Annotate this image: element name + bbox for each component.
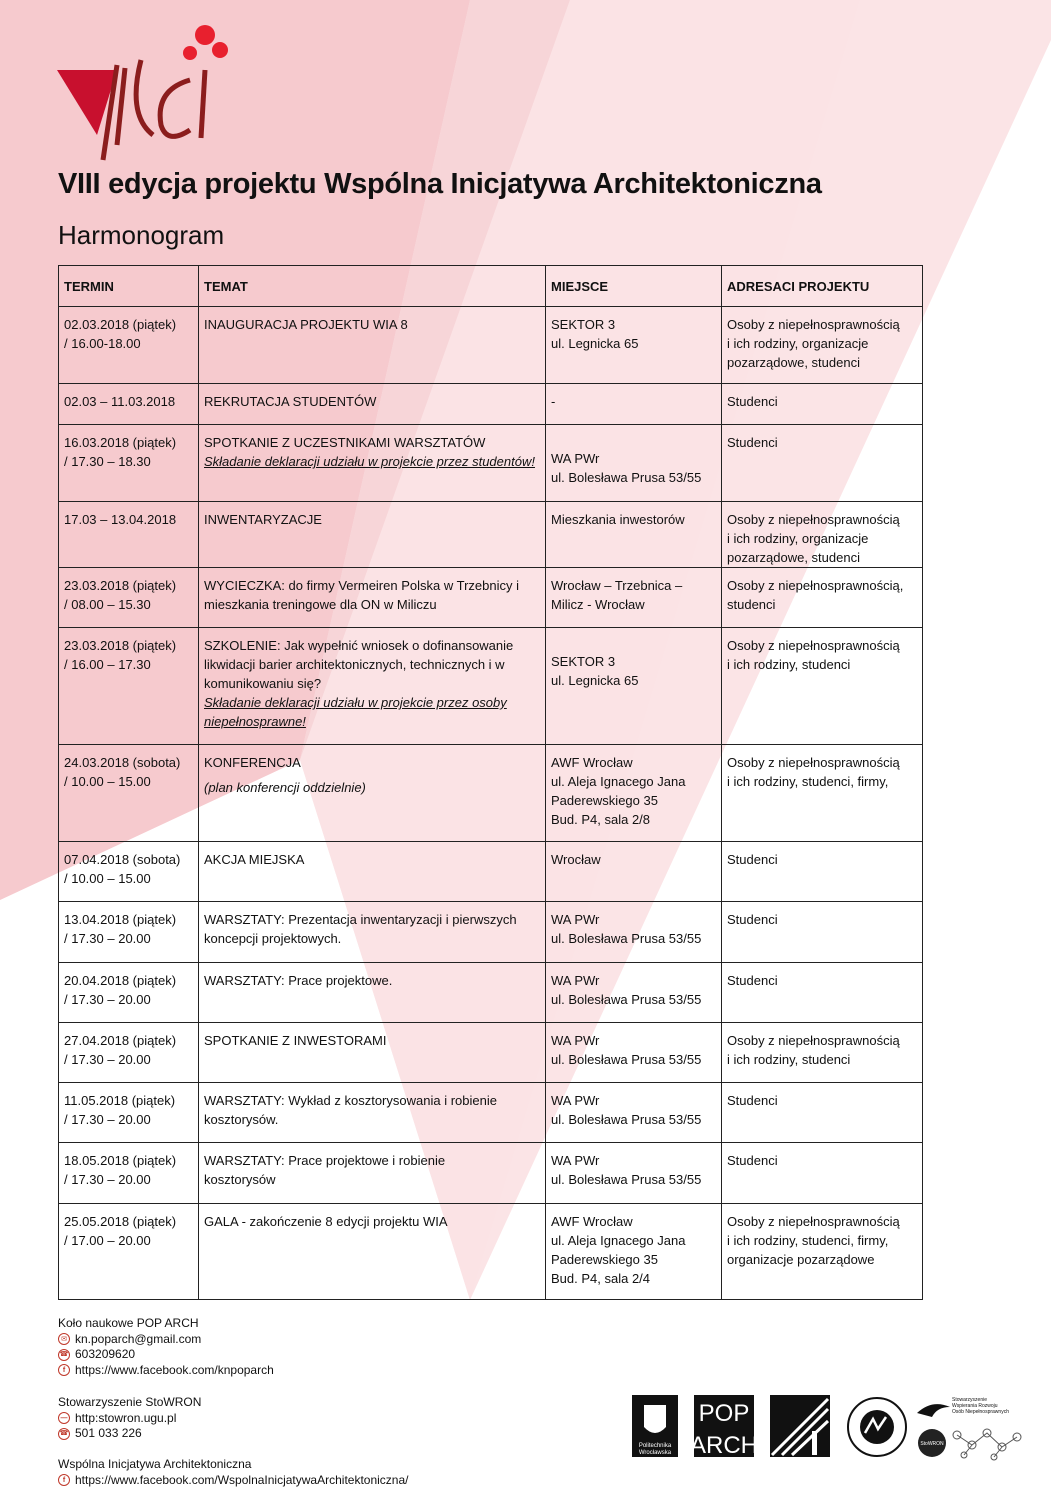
cell-miejsce: [546, 842, 722, 902]
cell-miejsce: [546, 745, 722, 842]
web-icon: —: [58, 1412, 70, 1424]
termin-line: / 16.00 – 17.30: [64, 657, 151, 672]
adresaci-line: organizacje pozarządowe: [727, 1252, 875, 1267]
svg-text:Wrocławska: Wrocławska: [638, 1450, 672, 1456]
table-row: [59, 307, 923, 384]
termin-line: / 10.00 – 15.00: [64, 774, 151, 789]
cell-temat: [199, 502, 546, 568]
miejsce-line: WA PWr: [551, 973, 600, 988]
termin-line: 27.04.2018 (piątek): [64, 1033, 177, 1048]
adresaci-line: Studenci: [727, 1153, 778, 1168]
contact-group-name: Wspólna Inicjatywa Architektoniczna: [58, 1457, 252, 1471]
temat-note: Składanie deklaracji udziału w projekcie przez osoby niepełnosprawne!: [204, 695, 507, 729]
table-row: [59, 502, 923, 568]
temat-line: kosztorysów.: [204, 1112, 279, 1127]
cell-adresaci: [722, 307, 923, 384]
miejsce-line: Bud. P4, sala 2/8: [551, 812, 651, 827]
miejsce-line: ul. Legnicka 65: [551, 336, 639, 351]
facebook-icon: f: [58, 1474, 70, 1486]
cell-temat: [199, 1023, 546, 1083]
termin-line: 18.05.2018 (piątek): [64, 1153, 177, 1168]
cell-temat: [199, 745, 546, 842]
cell-temat: [199, 1143, 546, 1204]
email-icon: ✉: [58, 1333, 70, 1345]
cell-termin: [59, 1083, 199, 1143]
cell-adresaci: [722, 963, 923, 1023]
cell-miejsce: [546, 307, 722, 384]
miejsce-line: ul. Bolesława Prusa 53/55: [551, 1172, 702, 1187]
column-header-adresaci: ADRESACI PROJEKTU: [722, 266, 923, 307]
table-header-row: [59, 266, 923, 307]
temat-note: (plan konferencji oddzielnie): [204, 780, 366, 795]
termin-line: 23.03.2018 (piątek): [64, 638, 177, 653]
cell-termin: [59, 1143, 199, 1204]
temat-line: mieszkania treningowe dla ON w Miliczu: [204, 597, 437, 612]
contact-text[interactable]: http:stowron.ugu.pl: [75, 1410, 177, 1425]
miejsce-line: ul. Legnicka 65: [551, 673, 639, 688]
cell-termin: [59, 745, 199, 842]
page-title: VIII edycja projektu Wspólna Inicjatywa Architektoniczna: [58, 168, 822, 200]
cell-temat: [199, 902, 546, 963]
miejsce-line: WA PWr: [551, 1093, 600, 1108]
contact-group: [58, 1316, 274, 1378]
adresaci-line: i ich rodziny, studenci: [727, 657, 851, 672]
cell-temat: [199, 384, 546, 425]
adresaci-line: pozarządowe, studenci: [727, 550, 860, 565]
pwr-logo: [632, 1395, 678, 1457]
contact-text[interactable]: https://www.facebook.com/knpoparch: [75, 1362, 274, 1377]
adresaci-line: Osoby z niepełnosprawnością: [727, 638, 900, 653]
temat-line: kosztorysów: [204, 1172, 276, 1187]
svg-text:Stowarzyszenie: Stowarzyszenie: [952, 1397, 988, 1403]
temat-line: AKCJA MIEJSKA: [204, 852, 305, 867]
miejsce-line: Milicz - Wrocław: [551, 597, 645, 612]
contact-group-name: Stowarzyszenie StoWRON: [58, 1395, 202, 1409]
miejsce-line: Mieszkania inwestorów: [551, 512, 685, 527]
temat-line: WARSZTATY: Wykład z kosztorysowania i robienie: [204, 1093, 497, 1108]
cell-adresaci: [722, 425, 923, 502]
adresaci-line: Osoby z niepełnosprawnością: [727, 512, 900, 527]
termin-line: / 17.30 – 20.00: [64, 1052, 151, 1067]
adresaci-line: Osoby z niepełnosprawnością: [727, 317, 900, 332]
temat-line: SPOTKANIE Z UCZESTNIKAMI WARSZTATÓW: [204, 435, 486, 450]
cell-termin: [59, 1023, 199, 1083]
table-row: [59, 568, 923, 628]
termin-line: / 17.30 – 18.30: [64, 454, 151, 469]
table-row: [59, 425, 923, 502]
miejsce-line: ul. Bolesława Prusa 53/55: [551, 992, 702, 1007]
phone-icon: ☎: [58, 1428, 70, 1440]
miejsce-line: WA PWr: [551, 912, 600, 927]
contact-row: [58, 1411, 201, 1427]
table-row: [59, 842, 923, 902]
cell-miejsce: [546, 902, 722, 963]
cell-adresaci: [722, 1204, 923, 1300]
adresaci-line: Studenci: [727, 1093, 778, 1108]
partner-logos: [632, 1395, 1027, 1465]
contact-row: [58, 1332, 274, 1348]
cell-termin: [59, 628, 199, 745]
miejsce-line: AWF Wrocław: [551, 755, 633, 770]
cell-adresaci: [722, 1143, 923, 1204]
cell-adresaci: [722, 568, 923, 628]
termin-line: 13.04.2018 (piątek): [64, 912, 177, 927]
cell-miejsce: [546, 384, 722, 425]
temat-line: INAUGURACJA PROJEKTU WIA 8: [204, 317, 408, 332]
miejsce-line: Wrocław: [551, 852, 601, 867]
column-header-miejsce: MIEJSCE: [546, 266, 722, 307]
termin-line: / 17.30 – 20.00: [64, 931, 151, 946]
svg-text:POP: POP: [698, 1400, 750, 1427]
adresaci-line: i ich rodziny, organizacje: [727, 336, 869, 351]
table-row: [59, 745, 923, 842]
cell-adresaci: [722, 1023, 923, 1083]
temat-line: REKRUTACJA STUDENTÓW: [204, 394, 377, 409]
adresaci-line: Studenci: [727, 912, 778, 927]
termin-line: 02.03 – 11.03.2018: [64, 394, 176, 409]
termin-line: 23.03.2018 (piątek): [64, 578, 177, 593]
cell-temat: [199, 1083, 546, 1143]
cell-adresaci: [722, 384, 923, 425]
miejsce-line: ul. Aleja Ignacego Jana: [551, 774, 686, 789]
table-row: [59, 963, 923, 1023]
termin-line: 16.03.2018 (piątek): [64, 435, 177, 450]
miejsce-line: Paderewskiego 35: [551, 1252, 658, 1267]
svg-text:Politechnika: Politechnika: [638, 1443, 672, 1449]
contact-row: [58, 1347, 274, 1363]
miejsce-line: WA PWr: [551, 1153, 600, 1168]
schedule-body: [59, 307, 923, 1300]
temat-line: WYCIECZKA: do firmy Vermeiren Polska w Trzebnicy i: [204, 578, 519, 593]
miejsce-line: Wrocław – Trzebnica –: [551, 578, 683, 593]
adresaci-line: i ich rodziny, studenci, firmy,: [727, 774, 889, 789]
cell-termin: [59, 842, 199, 902]
miejsce-line: ul. Aleja Ignacego Jana: [551, 1233, 686, 1248]
adresaci-line: Studenci: [727, 852, 778, 867]
table-row: [59, 1143, 923, 1204]
adresaci-line: Studenci: [727, 973, 778, 988]
contact-group-name: Koło naukowe POP ARCH: [58, 1316, 199, 1330]
temat-line: WARSZTATY: Prezentacja inwentaryzacji i pierwszych: [204, 912, 517, 927]
cell-termin: [59, 384, 199, 425]
contact-text[interactable]: https://www.facebook.com/WspolnaInicjatywaArchitektoniczna/: [75, 1472, 409, 1487]
poparch-logo: [690, 1395, 758, 1459]
termin-line: / 10.00 – 15.00: [64, 871, 151, 886]
miejsce-line: ul. Bolesława Prusa 53/55: [551, 470, 702, 485]
cell-miejsce: [546, 963, 722, 1023]
cell-adresaci: [722, 902, 923, 963]
cell-temat: [199, 425, 546, 502]
adresaci-line: pozarządowe, studenci: [727, 355, 860, 370]
temat-line: SPOTKANIE Z INWESTORAMI: [204, 1033, 387, 1048]
table-row: [59, 902, 923, 963]
temat-line: GALA - zakończenie 8 edycji projektu WIA: [204, 1214, 448, 1229]
svg-text:ARCH: ARCH: [689, 1432, 759, 1459]
cell-miejsce: [546, 628, 722, 745]
miejsce-line: Bud. P4, sala 2/4: [551, 1271, 651, 1286]
temat-note: Składanie deklaracji udziału w projekcie przez studentów!: [204, 454, 535, 469]
cell-adresaci: [722, 842, 923, 902]
schedule-table: [58, 265, 923, 1300]
temat-line: SZKOLENIE: Jak wypełnić wniosek o dofinansowanie: [204, 638, 514, 653]
phone-icon: ☎: [58, 1349, 70, 1361]
temat-line: likwidacji barier architektonicznych, technicznych i w: [204, 657, 505, 672]
cell-miejsce: [546, 1083, 722, 1143]
miejsce-line: WA PWr: [551, 451, 600, 466]
wa-logo: [770, 1395, 830, 1457]
miejsce-line: -: [551, 394, 556, 409]
termin-line: 20.04.2018 (piątek): [64, 973, 177, 988]
temat-line: WARSZTATY: Prace projektowe.: [204, 973, 393, 988]
temat-line: INWENTARYZACJE: [204, 512, 322, 527]
cell-adresaci: [722, 502, 923, 568]
miejsce-line: ul. Bolesława Prusa 53/55: [551, 1052, 702, 1067]
svg-text:Wspierania Rozwoju: Wspierania Rozwoju: [952, 1403, 998, 1409]
table-row: [59, 1083, 923, 1143]
temat-line: KONFERENCJA: [204, 755, 301, 770]
contact-text[interactable]: kn.poparch@gmail.com: [75, 1331, 202, 1346]
contact-row: [58, 1426, 201, 1442]
contact-row: [58, 1473, 408, 1489]
adresaci-line: Osoby z niepełnosprawnością: [727, 1214, 900, 1229]
termin-line: / 16.00-18.00: [64, 336, 141, 351]
termin-line: 07.04.2018 (sobota): [64, 852, 181, 867]
temat-line: WARSZTATY: Prace projektowe i robienie: [204, 1153, 446, 1168]
termin-line: 11.05.2018 (piątek): [64, 1093, 176, 1108]
stowron-logo: [917, 1397, 1021, 1460]
adresaci-line: Studenci: [727, 435, 778, 450]
contact-text: 501 033 226: [75, 1426, 142, 1440]
cell-termin: [59, 1204, 199, 1300]
temat-line: koncepcji projektowych.: [204, 931, 342, 946]
cell-termin: [59, 425, 199, 502]
cell-temat: [199, 568, 546, 628]
wia-logo: [55, 20, 245, 170]
cell-termin: [59, 902, 199, 963]
svg-text:Osób Niepełnosprawnych: Osób Niepełnosprawnych: [952, 1409, 1009, 1415]
termin-line: / 17.30 – 20.00: [64, 1112, 151, 1127]
table-row: [59, 384, 923, 425]
cell-miejsce: [546, 1143, 722, 1204]
termin-line: / 17.30 – 20.00: [64, 992, 151, 1007]
adresaci-line: Studenci: [727, 394, 778, 409]
table-row: [59, 628, 923, 745]
temat-line: komunikowaniu się?: [204, 676, 322, 691]
miejsce-line: ul. Bolesława Prusa 53/55: [551, 931, 702, 946]
contact-text: 603209620: [75, 1347, 136, 1361]
adresaci-line: studenci: [727, 597, 776, 612]
termin-line: 25.05.2018 (piątek): [64, 1214, 177, 1229]
cell-miejsce: [546, 568, 722, 628]
termin-line: / 17.00 – 20.00: [64, 1233, 151, 1248]
miejsce-line: SEKTOR 3: [551, 317, 616, 332]
contact-row: [58, 1363, 274, 1379]
adresaci-line: Osoby z niepełnosprawnością,: [727, 578, 904, 593]
adresaci-line: i ich rodziny, studenci, firmy,: [727, 1233, 889, 1248]
cell-temat: [199, 842, 546, 902]
page-subtitle: Harmonogram: [58, 220, 225, 250]
cell-adresaci: [722, 1083, 923, 1143]
contact-group: [58, 1457, 408, 1488]
miejsce-line: SEKTOR 3: [551, 654, 616, 669]
cell-adresaci: [722, 628, 923, 745]
cell-adresaci: [722, 745, 923, 842]
cell-temat: [199, 628, 546, 745]
table-row: [59, 1023, 923, 1083]
termin-line: 17.03 – 13.04.2018: [64, 512, 177, 527]
termin-line: 24.03.2018 (sobota): [64, 755, 181, 770]
cell-termin: [59, 963, 199, 1023]
facebook-icon: f: [58, 1364, 70, 1376]
adresaci-line: i ich rodziny, studenci: [727, 1052, 851, 1067]
cell-miejsce: [546, 1204, 722, 1300]
awf-logo: [848, 1398, 906, 1456]
cell-miejsce: [546, 1023, 722, 1083]
miejsce-line: WA PWr: [551, 1033, 600, 1048]
miejsce-line: Paderewskiego 35: [551, 793, 658, 808]
svg-text:StoWRON: StoWRON: [920, 1441, 944, 1447]
cell-termin: [59, 568, 199, 628]
cell-termin: [59, 307, 199, 384]
cell-temat: [199, 963, 546, 1023]
column-header-termin: TERMIN: [59, 266, 199, 307]
termin-line: / 08.00 – 15.30: [64, 597, 151, 612]
cell-miejsce: [546, 425, 722, 502]
termin-line: 02.03.2018 (piątek): [64, 317, 177, 332]
contact-group: [58, 1395, 201, 1442]
column-header-temat: TEMAT: [199, 266, 546, 307]
cell-termin: [59, 502, 199, 568]
cell-miejsce: [546, 502, 722, 568]
adresaci-line: Osoby z niepełnosprawnością: [727, 1033, 900, 1048]
adresaci-line: Osoby z niepełnosprawnością: [727, 755, 900, 770]
termin-line: / 17.30 – 20.00: [64, 1172, 151, 1187]
table-row: [59, 1204, 923, 1300]
cell-temat: [199, 1204, 546, 1300]
cell-temat: [199, 307, 546, 384]
miejsce-line: ul. Bolesława Prusa 53/55: [551, 1112, 702, 1127]
adresaci-line: i ich rodziny, organizacje: [727, 531, 869, 546]
miejsce-line: AWF Wrocław: [551, 1214, 633, 1229]
